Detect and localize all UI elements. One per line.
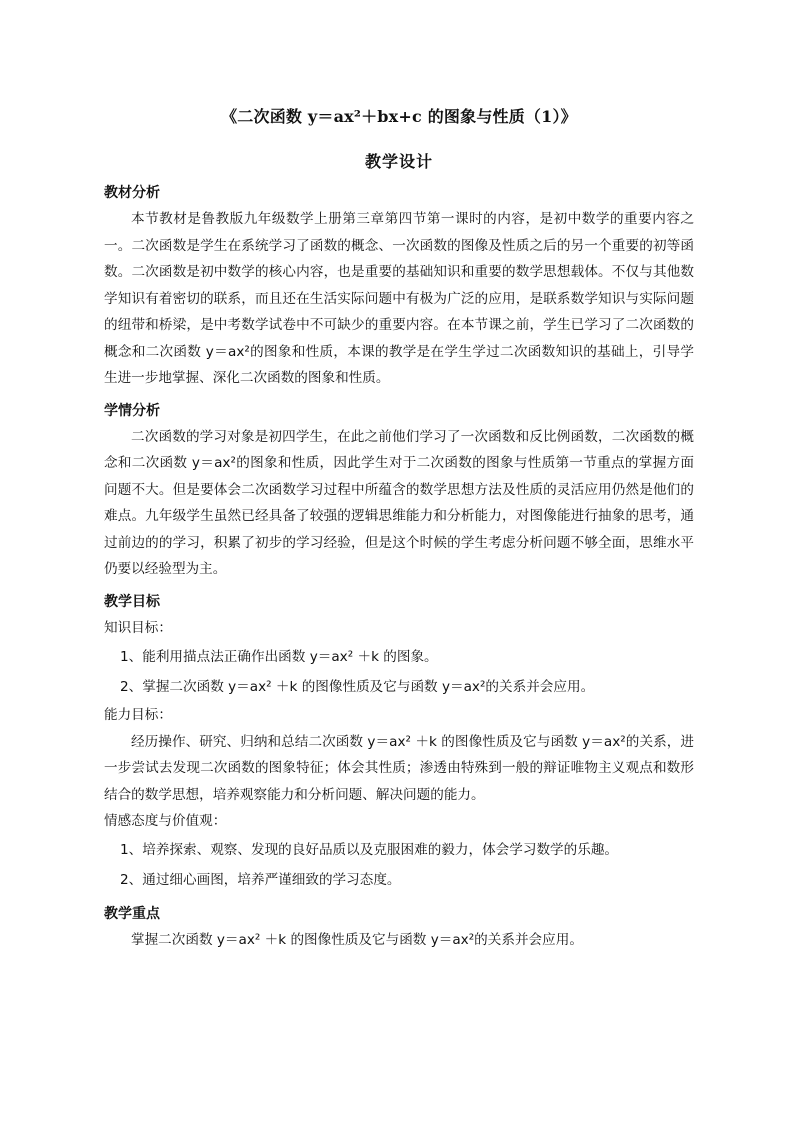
knowledge-goal-item: 1、能利用描点法正确作出函数 y＝ax² ＋k 的图象。 bbox=[120, 648, 438, 665]
ability-goal-label: 能力目标： bbox=[104, 706, 172, 723]
section-paragraph: 掌握二次函数 y＝ax² ＋k 的图像性质及它与函数 y＝ax²的关系并会应用。 bbox=[131, 932, 583, 948]
page-title: 《二次函数 y＝ax²＋bx+c 的图象与性质（1）》 bbox=[221, 107, 577, 126]
page-subtitle: 教学设计 bbox=[364, 152, 433, 171]
section-teaching-goals bbox=[104, 591, 694, 896]
section-heading: 教材分析 bbox=[104, 185, 160, 201]
emotion-goal-item: 2、通过细心画图，培养严谨细致的学习态度。 bbox=[120, 872, 401, 888]
section-textbook-analysis bbox=[104, 182, 694, 392]
section-teaching-keypoint bbox=[104, 903, 694, 954]
emotion-goal-item: 1、培养探索、观察、发现的良好品质以及克服困难的毅力，体会学习数学的乐趣。 bbox=[120, 842, 619, 858]
section-heading: 学情分析 bbox=[104, 402, 160, 419]
section-heading: 教学目标 bbox=[104, 593, 160, 610]
ability-goal-paragraph: 经历操作、研究、归纳和总结二次函数 y＝ax² ＋k 的图像性质及它与函数 y＝ax²的关系，进一步尝试去发现二次函数的图象特征；体会其性质；渗透由特殊到一般的辩证唯物主义观点和数形结合的数学思想，培养观察能力和分析问题、解决问题的能力。 bbox=[104, 733, 694, 803]
section-heading: 教学重点 bbox=[104, 906, 160, 922]
section-student-analysis bbox=[104, 400, 694, 583]
section-paragraph: 二次函数的学习对象是初四学生，在此之前他们学习了一次函数和反比例函数，二次函数的概念和二次函数 y＝ax²的图象和性质，因此学生对于二次函数的图象与性质第一节重点的掌握方面问题不大。但是要体会二次函数学习过程中所蕴含的数学思想方法及性质的灵活应用仍然是他们的难点。九年级学生虽然已经具备了较强的逻辑思维能力和分析能力，对图像能进行抽象的思考，通过前边的的学习，积累了初步的学习经验，但是这个时候的学生考虑分析问题不够全面，思维水平仍要以经验型为主。 bbox=[104, 428, 694, 577]
knowledge-goal-item: 2、掌握二次函数 y＝ax² ＋k 的图像性质及它与函数 y＝ax²的关系并会应用。 bbox=[120, 678, 595, 695]
section-paragraph: 本节教材是鲁教版九年级数学上册第三章第四节第一课时的内容，是初中数学的重要内容之一。二次函数是学生在系统学习了函数的概念、一次函数的图像及性质之后的另一个重要的初等函数。二次函数是初中数学的核心内容，也是重要的基础知识和重要的数学思想载体。不仅与其他数学知识有着密切的联系，而且还在生活实际问题中有极为广泛的应用，是联系数学知识与实际问题的纽带和桥梁，是中考数学试卷中不可缺少的重要内容。在本节课之前，学生已学习了二次函数的概念和二次函数 y＝ax²的图象和性质，本课的教学是在学生学过二次函数知识的基础上，引导学生进一步地掌握、深化二次函数的图象和性质。 bbox=[104, 211, 694, 386]
emotion-goal-label: 情感态度与价值观： bbox=[104, 813, 227, 829]
knowledge-goal-label: 知识目标： bbox=[104, 619, 172, 636]
